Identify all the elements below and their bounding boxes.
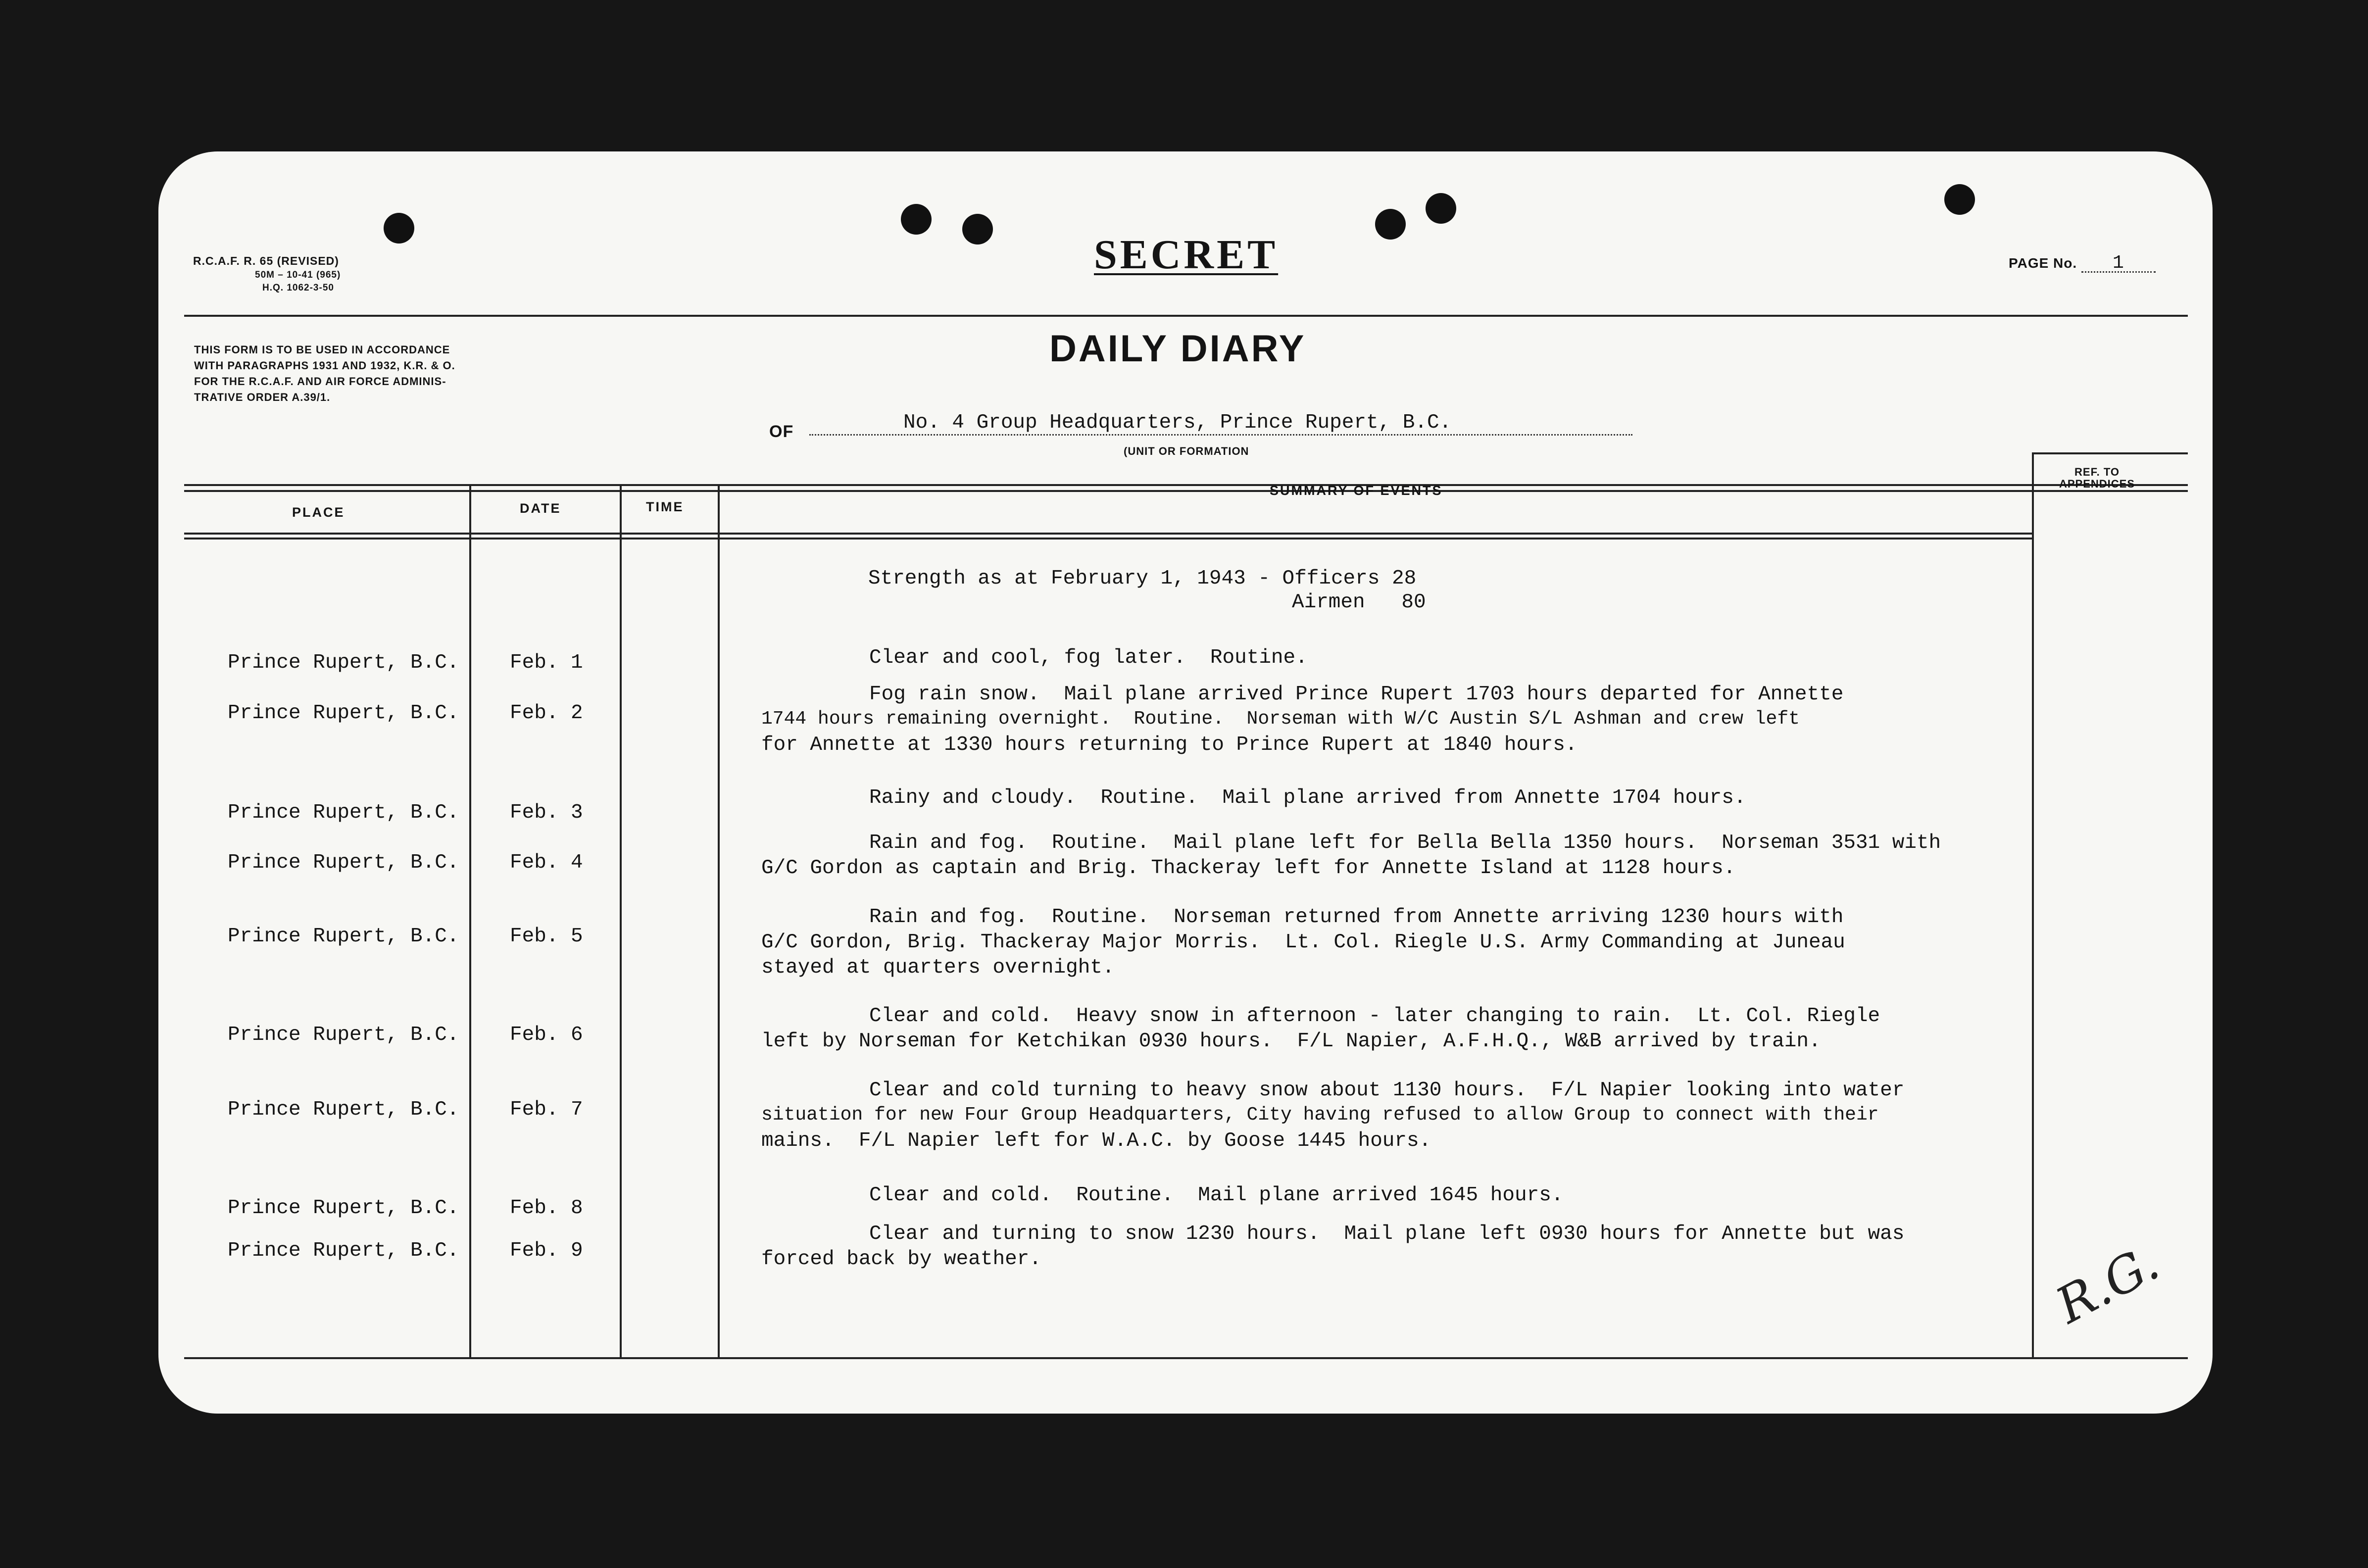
column-header-rule — [184, 533, 2033, 535]
column-divider-date-time — [620, 486, 622, 1359]
entry-summary-line: Rain and fog. Routine. Mail plane left for Bella Bella 1350 hours. Norseman 3531 with — [869, 832, 1941, 854]
punch-hole — [1375, 209, 1406, 240]
entry-place: Prince Rupert, B.C. — [228, 925, 459, 948]
entry-place: Prince Rupert, B.C. — [228, 702, 459, 725]
entry-summary-line: left by Norseman for Ketchikan 0930 hours. F/L Napier, A.F.H.Q., W&B arrived by train. — [761, 1030, 1821, 1053]
ref-top-rule — [2032, 452, 2188, 454]
entry-date: Feb. 9 — [510, 1239, 583, 1262]
punch-hole — [1426, 193, 1456, 224]
column-header-place: PLACE — [292, 505, 345, 520]
entry-summary-line: Fog rain snow. Mail plane arrived Prince Rupert 1703 hours departed for Annette — [869, 683, 1844, 706]
entry-place: Prince Rupert, B.C. — [228, 1024, 459, 1046]
page-number: 1 — [2081, 255, 2156, 273]
instructions: THIS FORM IS TO BE USED IN ACCORDANCE WITH PARAGRAPHS 1931 AND 1932, K.R. & O. FOR THE R.C.A.F. AND AIR FORCE ADMINIS- TRATIVE ORDER A.39/1. — [194, 343, 455, 403]
header-rule — [184, 315, 2188, 317]
column-divider-time-summary — [718, 486, 720, 1359]
entry-summary-line: G/C Gordon as captain and Brig. Thackeray left for Annette Island at 1128 hours. — [761, 857, 1736, 880]
entry-place: Prince Rupert, B.C. — [228, 801, 459, 824]
punch-hole — [901, 204, 932, 235]
entry-date: Feb. 8 — [510, 1197, 583, 1220]
hq-file: H.Q. 1062-3-50 — [262, 283, 334, 293]
entry-summary-line: forced back by weather. — [761, 1248, 1041, 1271]
entry-date: Feb. 4 — [510, 851, 583, 874]
entry-place: Prince Rupert, B.C. — [228, 1197, 459, 1220]
strength-airmen: Airmen 80 — [1292, 591, 1426, 614]
punch-hole — [1944, 184, 1975, 215]
page-number-field — [2009, 252, 2156, 274]
entry-summary-line: mains. F/L Napier left for W.A.C. by Goose 1445 hours. — [761, 1129, 1431, 1152]
entry-place: Prince Rupert, B.C. — [228, 651, 459, 674]
entry-summary-line: Clear and cool, fog later. Routine. — [869, 646, 1308, 669]
entry-summary-line: Rain and fog. Routine. Norseman returned from Annette arriving 1230 hours with — [869, 906, 1844, 929]
diary-form — [158, 151, 2213, 1414]
table-top-rule-inner — [184, 490, 2188, 492]
entry-date: Feb. 7 — [510, 1098, 583, 1121]
column-header-time: TIME — [646, 499, 684, 514]
entry-summary-line: Clear and cold. Routine. Mail plane arrived 1645 hours. — [869, 1184, 1564, 1207]
form-reference — [193, 253, 341, 294]
punch-hole — [384, 213, 414, 244]
entry-summary-line: Clear and cold. Heavy snow in afternoon - later changing to rain. Lt. Col. Riegle — [869, 1005, 1880, 1028]
column-header-date: DATE — [520, 501, 561, 516]
unit-name: No. 4 Group Headquarters, Prince Rupert, B.C. — [809, 411, 1632, 436]
of-label: OF — [769, 422, 794, 441]
entry-date: Feb. 6 — [510, 1024, 583, 1046]
page-label: PAGE No. — [2009, 255, 2077, 271]
entry-summary-line: for Annette at 1330 hours returning to Prince Rupert at 1840 hours. — [761, 734, 1578, 756]
form-number: R.C.A.F. R. 65 (REVISED) — [193, 254, 339, 267]
entry-place: Prince Rupert, B.C. — [228, 1239, 459, 1262]
column-header-summary: SUMMARY OF EVENTS — [1270, 483, 1443, 498]
entry-date: Feb. 1 — [510, 651, 583, 674]
entry-summary-line: stayed at quarters overnight. — [761, 956, 1115, 979]
initials: R.G. — [2047, 1233, 2169, 1335]
column-header-rule-lower — [184, 538, 2033, 539]
entry-summary-line: 1744 hours remaining overnight. Routine. Norseman with W/C Austin S/L Ashman and crew left — [761, 708, 1800, 730]
entry-summary-line: Clear and cold turning to heavy snow about 1130 hours. F/L Napier looking into water — [869, 1079, 1905, 1102]
entry-date: Feb. 3 — [510, 801, 583, 824]
column-header-ref: REF. TO APPENDICES — [2059, 466, 2135, 490]
entry-place: Prince Rupert, B.C. — [228, 851, 459, 874]
form-title: DAILY DIARY — [1049, 328, 1306, 370]
print-run: 50M – 10-41 (965) — [255, 270, 341, 280]
classification-stamp: SECRET — [1094, 232, 1279, 278]
unit-caption: (UNIT OR FORMATION — [1124, 445, 1249, 457]
table-top-rule — [184, 484, 2188, 486]
column-divider-summary-ref — [2032, 454, 2034, 1359]
entry-date: Feb. 2 — [510, 702, 583, 725]
entry-summary-line: situation for new Four Group Headquarters, City having refused to allow Group to connect with their — [761, 1104, 1879, 1126]
punch-hole — [962, 214, 993, 245]
entry-summary-line: Clear and turning to snow 1230 hours. Mail plane left 0930 hours for Annette but was — [869, 1223, 1905, 1245]
entry-date: Feb. 5 — [510, 925, 583, 948]
entry-place: Prince Rupert, B.C. — [228, 1098, 459, 1121]
column-divider-place-date — [469, 486, 471, 1359]
entry-summary-line: G/C Gordon, Brig. Thackeray Major Morris. Lt. Col. Riegle U.S. Army Commanding at Juneau — [761, 931, 1845, 954]
table-bottom-rule — [184, 1357, 2188, 1359]
entry-summary-line: Rainy and cloudy. Routine. Mail plane arrived from Annette 1704 hours. — [869, 786, 1746, 809]
strength-line: Strength as at February 1, 1943 - Officers 28 — [868, 567, 1417, 590]
